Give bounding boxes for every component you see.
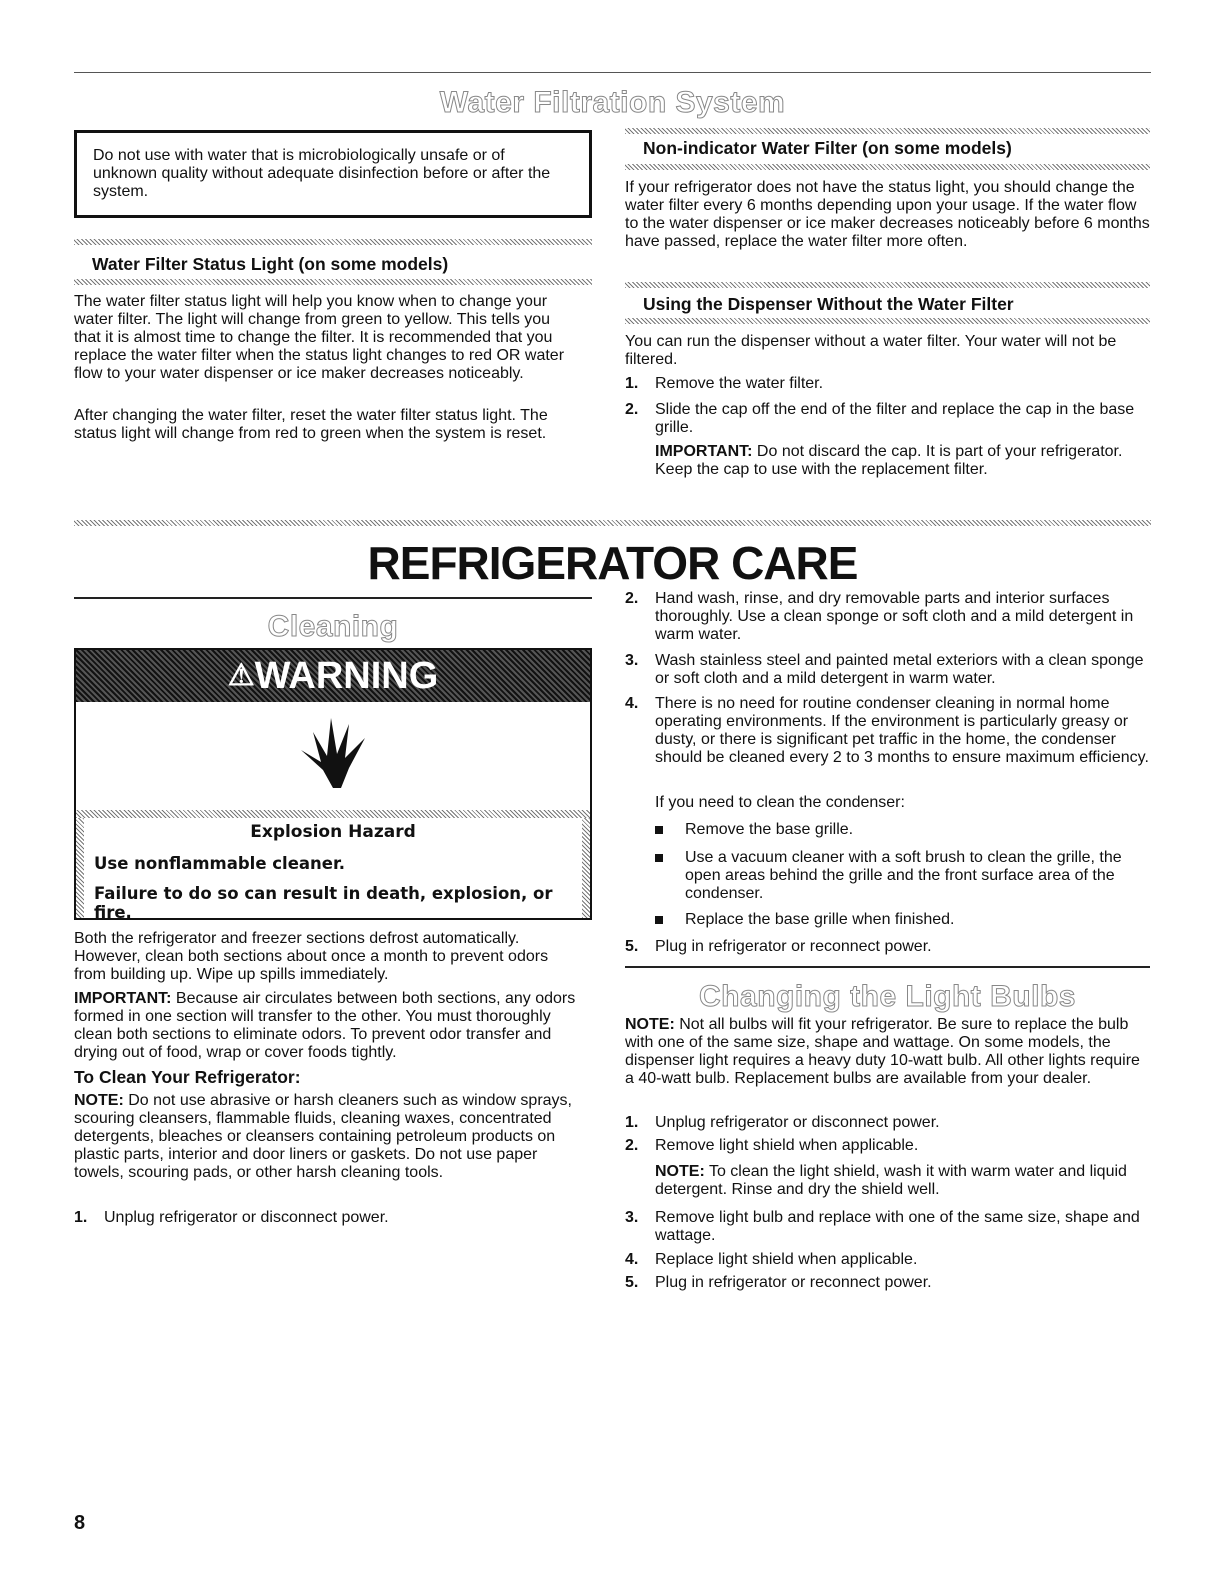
- bullet-square: [655, 916, 663, 924]
- step-number: 2.: [625, 401, 639, 418]
- bullet-square: [655, 854, 663, 862]
- cleaning-paragraph-1: Both the refrigerator and freezer sections defrost automatically. However, clean both sections about once a month to prevent odors from building up. Wipe up spills immediately.: [74, 930, 549, 983]
- step-number: 2.: [625, 1137, 639, 1154]
- step-text: Hand wash, rinse, and dry removable parts and interior surfaces thoroughly. Use a clean sponge or soft cloth and a mild detergent in warm water.: [655, 590, 1134, 643]
- without-filter-top-hatch: [625, 282, 1150, 288]
- without-filter-step-1: [625, 375, 1150, 395]
- bulbs-step-2: [625, 1137, 1150, 1157]
- status-light-top-hatch: [74, 239, 592, 245]
- condenser-intro: If you need to clean the condenser:: [655, 794, 905, 811]
- bulbs-step-4: [625, 1251, 1150, 1271]
- cleaning-note: [74, 1092, 579, 1182]
- non-indicator-bottom-hatch: [625, 164, 1150, 170]
- note-label: NOTE:: [74, 1092, 124, 1109]
- condenser-bullet-2: [655, 849, 1150, 905]
- step-text: Unplug refrigerator or disconnect power.: [655, 1114, 940, 1131]
- step-text: Remove light shield when applicable.: [655, 1137, 919, 1154]
- without-filter-step-2: [625, 401, 1150, 441]
- cleaning-step-4: [625, 695, 1150, 787]
- bulbs-step-1: [625, 1114, 1150, 1134]
- cleaning-title: Cleaning: [267, 610, 399, 643]
- warning-line-2: Failure to do so can result in death, explosion, or fire.: [94, 884, 553, 922]
- without-filter-important: [655, 443, 1135, 479]
- bullet-text: Replace the base grille when finished.: [685, 911, 955, 928]
- step-number: 5.: [625, 938, 639, 955]
- step-text: Remove the water filter.: [655, 375, 824, 392]
- step-text: Slide the cap off the end of the filter and replace the cap in the base grille.: [655, 401, 1135, 436]
- warning-box: [74, 648, 592, 920]
- step-text: Wash stainless steel and painted metal exteriors with a clean sponge or soft cloth and a mild detergent in warm water.: [655, 652, 1144, 687]
- care-top-hatch: [74, 520, 1151, 526]
- without-filter-paragraph: You can run the dispenser without a water filter. Your water will not be filtered.: [625, 333, 1117, 368]
- non-indicator-heading: Non-indicator Water Filter (on some models): [643, 138, 1012, 158]
- bulbs-note: [625, 1016, 1145, 1088]
- note-text: Not all bulbs will fit your refrigerator. Be sure to replace the bulb with one of the same size, shape and wattage. On some models, the dispenser light requires a heavy duty 10-watt bulb. All other lights require a 40-watt bulb. Replacement bulbs are available from your dealer.: [625, 1016, 1140, 1087]
- bulbs-step-3: [625, 1209, 1150, 1247]
- without-filter-heading: Using the Dispenser Without the Water Filter: [643, 294, 1014, 314]
- important-text: Do not discard the cap. It is part of your refrigerator. Keep the cap to use with the replacement filter.: [655, 443, 1123, 478]
- bullet-text: Use a vacuum cleaner with a soft brush to clean the grille, the open areas behind the grille and the front surface area of the condenser.: [685, 849, 1122, 902]
- step-text: Plug in refrigerator or reconnect power.: [655, 1274, 932, 1291]
- step-number: 5.: [625, 1274, 639, 1291]
- page-number: 8: [74, 1512, 86, 1534]
- warning-line-1: Use nonflammable cleaner.: [94, 854, 346, 873]
- cleaning-rule: [74, 597, 592, 599]
- step-number: 1.: [625, 375, 639, 392]
- condenser-bullet-3: [655, 911, 1150, 931]
- status-light-paragraph-1: The water filter status light will help you know when to change your water filter. The light will change from green to yellow. This tells you that it is almost time to change the filter. It is recommended that you replace the water filter when the status light changes to red OR water flow to your water dispenser or ice maker decreases noticeably.: [74, 293, 565, 382]
- non-indicator-paragraph: If your refrigerator does not have the status light, you should change the water filter every 6 months depending upon your usage. If the water flow to the water dispenser or ice maker decreases noticeably before 6 months have passed, replace the water filter more often.: [625, 179, 1150, 250]
- note-text: To clean the light shield, wash it with warm water and liquid detergent. Rinse and dry the shield well.: [655, 1163, 1127, 1198]
- step-text: Plug in refrigerator or reconnect power.: [655, 938, 932, 955]
- bulbs-step-5: [625, 1274, 1150, 1294]
- warning-hatch-band: [76, 810, 590, 818]
- top-rule: [74, 72, 1151, 73]
- important-label: IMPORTANT:: [655, 443, 753, 460]
- without-filter-bottom-hatch: [625, 318, 1150, 324]
- step-text: Unplug refrigerator or disconnect power.: [104, 1209, 389, 1226]
- cleaning-important: [74, 990, 579, 1062]
- step-number: 1.: [74, 1209, 88, 1226]
- step-text: There is no need for routine condenser cleaning in normal home operating environments. If the environment is particularly greasy or dusty, or there is significant pet traffic in the home, the condenser should be cleaned every 2 to 3 months to ensure maximum efficiency.: [655, 695, 1149, 766]
- step-number: 4.: [625, 695, 639, 712]
- status-light-paragraph-2: After changing the water filter, reset the water filter status light. The status light will change from red to green when the system is reset.: [74, 407, 548, 442]
- bulbs-step-2-note: [655, 1163, 1135, 1199]
- to-clean-heading: To Clean Your Refrigerator:: [74, 1067, 301, 1087]
- cleaning-step-3: [625, 652, 1150, 690]
- condenser-bullet-1: [655, 821, 1150, 841]
- non-indicator-top-hatch: [625, 128, 1150, 134]
- bullet-square: [655, 826, 663, 834]
- step-number: 3.: [625, 652, 639, 669]
- warning-triangle-icon: ⚠: [227, 659, 255, 692]
- step-number: 2.: [625, 590, 639, 607]
- status-light-heading: Water Filter Status Light (on some models): [92, 254, 449, 274]
- note-label: NOTE:: [625, 1016, 675, 1033]
- water-filtration-title: Water Filtration System: [439, 86, 786, 119]
- warning-word: WARNING: [254, 655, 439, 697]
- step-number: 4.: [625, 1251, 639, 1268]
- warning-hazard: Explosion Hazard: [250, 822, 416, 842]
- refrigerator-care-title: REFRIGERATOR CARE: [367, 537, 858, 589]
- cleaning-step-5: [625, 938, 1150, 958]
- important-text: Because air circulates between both sections, any odors formed in one section will transfer to the other. You must thoroughly clean both sections to eliminate odors. To prevent odor transfer and drying out of food, wrap or cover foods tightly.: [74, 990, 576, 1061]
- bulbs-title: Changing the Light Bulbs: [699, 980, 1076, 1013]
- bullet-text: Remove the base grille.: [685, 821, 854, 838]
- status-light-bottom-hatch: [74, 279, 592, 285]
- step-text: Replace light shield when applicable.: [655, 1251, 918, 1268]
- bulbs-rule: [625, 966, 1150, 968]
- cleaning-step-2: [625, 590, 1150, 646]
- warning-header: [76, 650, 590, 702]
- note-text: Do not use abrasive or harsh cleaners such as window sprays, scouring cleansers, flammable fluids, cleaning waxes, concentrated detergents, bleaches or cleansers containing petroleum products on plastic parts, interior and door liners or gaskets. Do not use paper towels, scouring pads, or other harsh cleaning tools.: [74, 1092, 572, 1181]
- step-number: 1.: [625, 1114, 639, 1131]
- cleaning-step-1: [74, 1209, 579, 1229]
- explosion-icon: [293, 710, 373, 790]
- note-label: NOTE:: [655, 1163, 705, 1180]
- important-label: IMPORTANT:: [74, 990, 172, 1007]
- notice-text: Do not use with water that is microbiologically unsafe or of unknown quality without adequate disinfection before or after the system.: [93, 147, 551, 200]
- notice-box: [74, 130, 592, 218]
- step-text: Remove light bulb and replace with one of the same size, shape and wattage.: [655, 1209, 1140, 1244]
- step-number: 3.: [625, 1209, 639, 1226]
